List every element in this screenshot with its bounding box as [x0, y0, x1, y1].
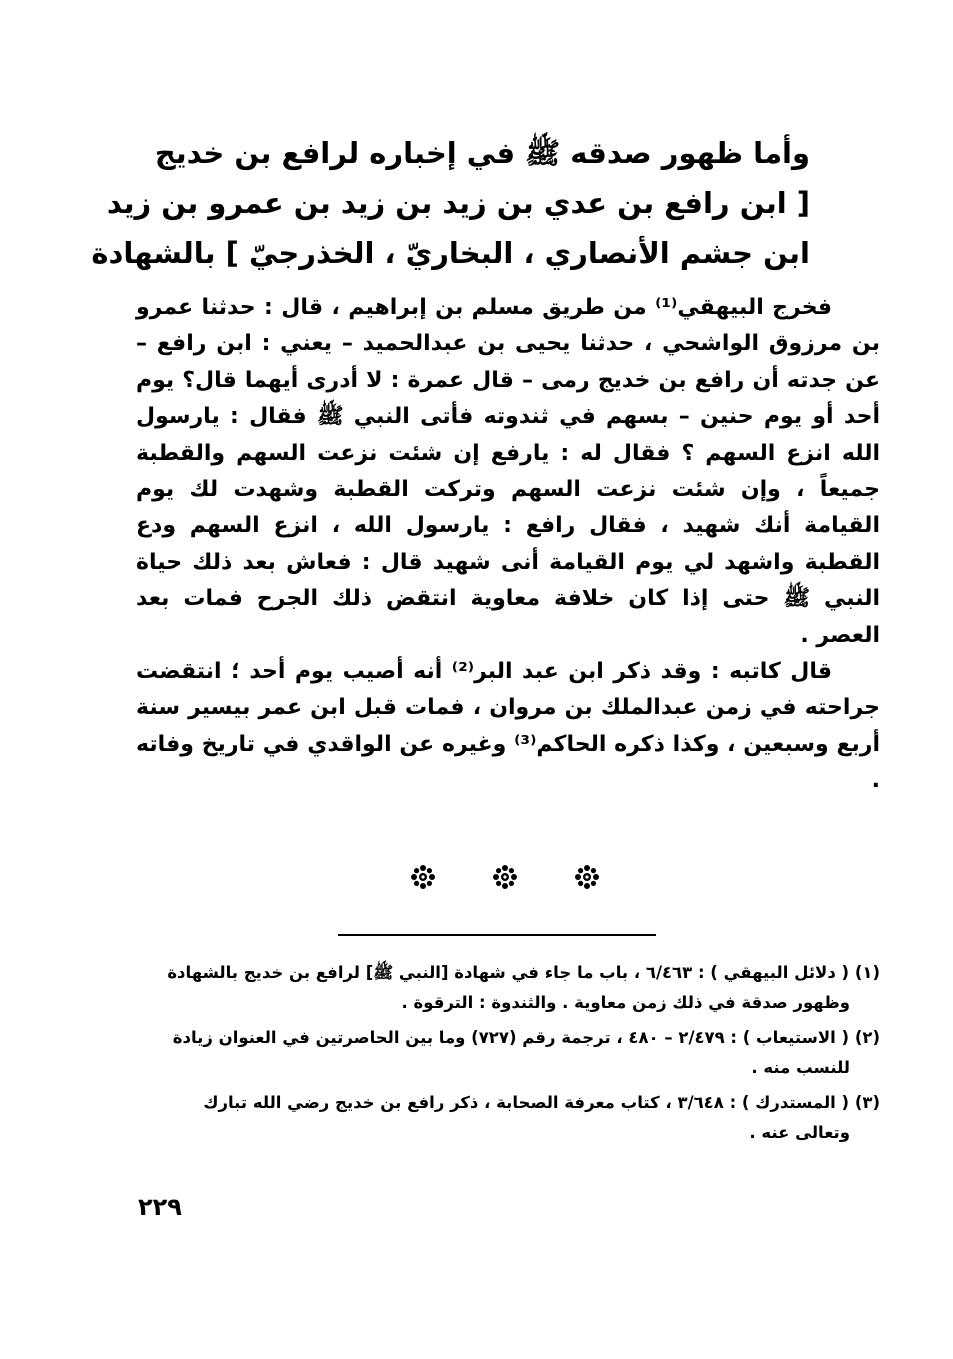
footnote-number: (١) — [854, 963, 880, 982]
footnote-text: ( الاستيعاب ) : ٢/٤٧٩ – ٤٨٠ ، ترجمة رقم (٧٢٧) وما بين الحاصرتين في العنوان زيادة — [172, 1028, 850, 1047]
paragraph-1: فخرج البيهقي⁽¹⁾ من طريق مسلم بن إبراهيم ، قال : حدثنا عمرو بن مرزوق الواشحي ، حدثنا يحيى بن عبدالحميد – يعني : ابن رافع – عن جدته أن رافع بن خديج رمى – قال عمرة : لا أدرى أيهما قال؟ يوم أحد أو يوم حنين – بسهم في ثندوته فأتى النبي ﷺ فقال : يارسول الله انزع السهم ؟ فقال له : يارفع إن شئت نزعت السهم والقطبة جميعاً ، وإن شئت نزعت السهم وتركت القطبة وشهدت لك يوم القيامة أنك شهيد ، فقال رافع : يارسول الله ، انزع السهم ودع القطبة واشهد لي يوم القيامة أنى شهيد قال : فعاش بعد ذلك حياة النبي ﷺ حتى إذا كان خلافة معاوية انتقض ذلك الجرح فمات بعد العصر . — [136, 295, 880, 648]
footnotes — [136, 958, 880, 1153]
heading-line-3: ابن جشم الأنصاري ، البخاريّ ، الخذرجيّ ] بالشهادة — [91, 236, 810, 270]
heading-line-1: وأما ظهور صدقه ﷺ في إخباره لرافع بن خديج — [154, 136, 810, 170]
footnote-2 — [136, 1023, 880, 1082]
footnote-3 — [136, 1088, 880, 1147]
footnote-separator — [338, 934, 656, 936]
floral-ornament-icon — [574, 864, 600, 890]
floral-ornament-icon — [492, 864, 518, 890]
footnote-continuation: وظهور صدقة في ذلك زمن معاوية . والثندوة : الترقوة . — [401, 992, 850, 1012]
footnote-continuation: للنسب منه . — [751, 1057, 850, 1077]
floral-ornament-icon — [410, 864, 436, 890]
footnote-text: ( المستدرك ) : ٣/٦٤٨ ، كتاب معرفة الصحابة ، ذكر رافع بن خديج رضي الله تبارك — [203, 1093, 850, 1112]
chapter-heading — [91, 128, 810, 278]
footnote-1 — [136, 958, 880, 1017]
footnote-number: (٢) — [854, 1028, 880, 1047]
section-divider-ornaments — [410, 864, 600, 890]
heading-line-2: [ ابن رافع بن عدي بن زيد بن زيد بن عمرو بن زيد — [106, 186, 810, 220]
paragraph-2: قال كاتبه : وقد ذكر ابن عبد البر⁽²⁾ أنه أصيب يوم أحد ؛ انتقضت جراحته في زمن عبدالملك بن مروان ، فمات قبل ابن عمر بيسير سنة أربع وسبعين ، وكذا ذكره الحاكم⁽³⁾ وغيره عن الواقدي في تاريخ وفاته . — [136, 659, 880, 794]
page-number: ٢٢٩ — [138, 1193, 182, 1221]
footnote-text: ( دلائل البيهقي ) : ٦/٤٦٣ ، باب ما جاء في شهادة [النبي ﷺ] لرافع بن خديج بالشهادة — [167, 963, 850, 982]
footnote-number: (٣) — [854, 1093, 880, 1112]
main-text — [136, 290, 880, 800]
footnote-continuation: وتعالى عنه . — [749, 1122, 850, 1142]
